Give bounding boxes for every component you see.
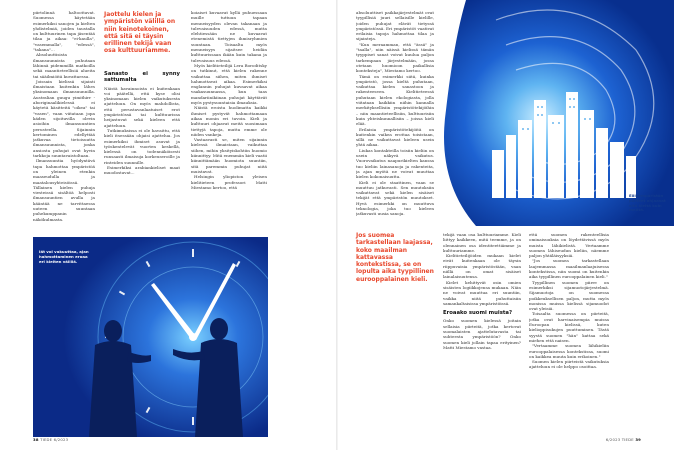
- paragraph: "Jos suomea tarkastellaan laajemmassa maailmanlaajuisessa kontekstissa, niin suomi on kuitenkin aika tyypillinen eurooppalainen kieli.": [529, 258, 609, 280]
- magazine-issue: 6/2023 TIEDE: [605, 437, 634, 442]
- page-gutter: [336, 0, 338, 450]
- paragraph: Suomen kielen piirteistä vaikutuksia ajatteluun ei ole helppo osoittaa.: [529, 359, 609, 370]
- text-column-3: [191, 10, 267, 223]
- page-number-right: [606, 437, 641, 442]
- paragraph: Ilmansuuntia hyödyntävä tapa hahmottaa ympäristöä on yleinen etenkin maaseudulla ja maatalousyhteisöissä. Tällainen kielen puhuja viesteissä sisältöä helposti ilmansuuntien avulla ja kääntää ne tarvittaessa uuteen suuntaan puhekumppanin näkökulmasta.: [33, 158, 95, 222]
- page-number-left: [33, 437, 68, 442]
- pull-quote: Jos suomea tarkastellaan laajassa, koko maailman kattavassa kontekstissa, se on lopulta aika tyypillinen eurooppalainen kieli.: [356, 232, 434, 283]
- paragraph: piirtolinnä haltoottavat. Suomessa käytetään esimerkiksi sanojen ja kielten yhdistelmiä, joiden taustalla on kulttuurinen tapa jäsentää tilaa ja aikaa: "ei-kaulla", "vasemmalla", "edessä", "takana"...: [33, 10, 95, 53]
- paragraph: Helsingin yliopiston yleisen kielitieteen professori Matti Miestamo kertoo, että: [191, 174, 267, 190]
- clock-silhouette-image: [33, 237, 268, 437]
- pull-quote: Jaottelu kielen ja ympäristön välillä on niin keinotekoinen, että sitä ei täysin erillinen tekijä vaan osa kulttuuriamme.: [104, 11, 176, 55]
- paragraph: Esimerkiksi arabiankieliset maat muodostavat...: [104, 165, 180, 176]
- paragraph: Liukas kontakteilla toisiin kieliin on usein näkyvä vaikutus. Vuorovaikutus naapurikielten kanssa tuo kieliin lainasanoja ja rakenteita, ja ajan myötä ne voivat muuttaa kielen kokonaisuutta.: [356, 147, 434, 180]
- paragraph: Näistä eroista huolimatta kaikki ihmiset pystyvät hahmottamaan aikaa monin eri tavoin. Kieli ja kulttuuri ohjaavat meitä suosimaan tiettyjä tapoja, mutta emme ole niiden vankeja.: [191, 105, 267, 137]
- paragraph: Tyypillinen suomen piirre on esimerkiksi sijamuotojärjestelmä. Sijamuotoja on suomessa poikkeuksellisen paljon, mutta myös monissa muissa kielissä sijamuodot ovat yleisiä.: [529, 279, 609, 312]
- paragraph: Kielet kehittyvät osin omien sisäisten logiikkojensa mukaan. Näin ne voivat muuttua eri suuntiin, vaikka niitä puhuttaisiin samankaltaisissa ympäristöissä.: [443, 279, 521, 306]
- paragraph: Erilaisia ympäristötekijöitä on kuitenkin vaikea erottaa toisistaan, sillä ne vaikuttavat kieleen usein yhtä aikaa.: [356, 126, 434, 148]
- page-number: 38: [33, 437, 39, 442]
- image-caption: Iät voi vakuuttaa, ajan hahmottaminen eroaa eri kielten välillä.: [39, 249, 89, 264]
- paragraph: Onko suomen kielessä joitain sellaisia piirteitä, jotka kertovat suomalaisten ajattelutavasta tai suhteesta ympäristöön? Onko suomen kieli jollain tapaa erityinen? Matti Miestamo vastaa.: [443, 318, 521, 350]
- text-column-6: [529, 232, 609, 438]
- city-illustration: [436, 0, 674, 226]
- paragraph: tekijä vaan osa kulttuuriamme. Kieli liittyy kaikkeen, mitä teemme, ja on olennainen osa identiteettiämme ja kulttuuriamme.: [443, 232, 521, 253]
- paragraph: Kielitieteilijöiden mukaan kielet eivät kuitenkaan ole täysin riippuvaisia ympäristöstään, vaan niillä on omat sisäiset lainalaisuutensa.: [443, 253, 521, 280]
- paragraph: Toisaalta suomessa on piirteitä, jotka ovat harvinaisempia muissa Euroopan kielissä, kuten kielioppisukujen puuttuminen. Tästä syystä suomen "hän" kattaa sekä miehen että naisen.: [529, 311, 609, 343]
- page-number: 39: [635, 437, 641, 442]
- paragraph: Myös kielitieteilijä Lera Boroditsky on tutkinut, että kielen rakenne vaikuttaa siihen, miten ihmiset hahmottavat aikaa. Esimerkiksi englannin puhujat kuvaavat aikaa vaakasuunnassa, kun taas mandariinikiinan puhujat käyttävät myös pystysuuntaisia ilmauksia.: [191, 62, 267, 106]
- paragraph: Joissain kielissä sijainti ilmaistaan kuitenkin lähes yksinomaan ilmansuunnilla. Australian guugu yimithirr -aboriginaalikielessä ei käytetä käsitteitä "oikea" tai "vasen", vaan viitataan jopa käden sijoituvilla olevin asioihin ilmansuuntien perusteella. Sijainnin kertominen edellyttää jatkuvaa tietoisuutta ilmansuunnista, jonka ansiosta puhujat ovat hyvin tarkkoja suuntavaistoltaan.: [33, 78, 95, 159]
- paragraph: Kieli ei ole staattinen, vaan se muuttuu jatkuvasti. Sen muutoksiin vaikuttavat sekä kielen sisäiset tekijät että ympäristön muutokset. Hyvä esimerkki on muuttuva teknologia, joka tuo kieleen jatkuvasti uusia sanoja.: [356, 179, 434, 217]
- section-heading: Sanasto ei synny sattumalta: [104, 71, 180, 84]
- text-column-4: [356, 10, 434, 225]
- paragraph: Näistä havainnoista ei kuitenkaan voi päätellä, että kyse olisi yksinomaan kielen vaikutuksesta ajatteluun. On myös mahdollista, että perustavanlaatuiset erot ympäristössä tai kulttuurissa heijastuvat sekä kieleen että ajatteluun.: [104, 85, 180, 128]
- paragraph: Absoluuttisista ilmansuunnista puhutaan lähinnä pidemmillä matkoilla sekä maantieteellisiä alueita tai sääilmiöitä kuvattaessa.: [33, 52, 95, 79]
- paragraph: "Vertaamme suomea lähikieliin eurooppalaisessa kontekstissa, suomi on kaikkea muuta kuin erikoinen.": [529, 343, 609, 359]
- paragraph: Tämä on esimerkki siitä, kuinka ympäristö, jossa kieltä puhutaan, vaikuttaa kielen sanastoon ja rakenteeseen. Kielitieteessä puhutaan kielen ekologiasta, jolla viitataan kaikkiin niihin kannalla merkityksellisiin ympäristötekijöihin – niin maantieteellisiin, kulttuurisiin kuin yhteiskunnallisiin – joissa kieli elää.: [356, 73, 434, 127]
- section-heading: Eroaako suomi muista?: [443, 310, 513, 317]
- magazine-issue: TIEDE 6/2023: [40, 437, 69, 442]
- paragraph: koiaiset kuvaavat kyllä puhuessaan muille tuttuun tapaan menneisyyden olevan takanaan ja tulevaisuuden edessä, mutta elehtiessään ne kuvaavat etenemistä tiettyjen ihmisryhmien suuntaan. Toisaalta myös menneisyys sijaitsee heidän kulttuurissaan ikään kuin takana ja tulevaisuus edessä.: [191, 10, 267, 63]
- text-column-5: [443, 232, 521, 438]
- paragraph: "Kun meraamman, että "ässä" ja "taalla", niin näissä kielissä tämän tyyppiset sanat voivat kuulua paljon tarkempaan järjestelmään, jossa otetaan huomioon paikallisia konteksteja", Miestamo kertoo.: [356, 41, 434, 74]
- paragraph: absoluuttiset paikkajärjestelmät ovat tyypillisiä juuri sellaisille kielille, joiden puhujat elävät tietyssä ympäristössä. Eri ympäristöt vaativat erilaisia tapoja hahmottaa tilaa ja sijainteja.: [356, 10, 434, 42]
- text-column-2: [104, 67, 180, 237]
- text-column-1: [33, 10, 95, 237]
- silhouette-illustration: [33, 237, 268, 437]
- image-caption: Ellinympäristön piirteet ohjaavat sitä kieltä kuin meiltä.: [629, 193, 666, 213]
- paragraph: että suomen rakenteellisia ominaisuuksia on löydettävissä myös muista lähikielistä. Vertaamme suomea lähiseudun kieliin, näemme paljon yhtäläisyyksiä.: [529, 232, 609, 259]
- paragraph: Vastaavasti se, miten sijainnin kielessä ilmaistaan, vaikuttaa siihen, mihin yksityiskohtiin huomio kiinnittyy. Mitä enemmän kieli vaatii kiinnittämään huomiota suuntiin, sitä paremmin puhujat niitä muistavat.: [191, 137, 267, 174]
- paragraph: Tutkimuksissa ei ole havaittu, että kieli itsessään ohjaisi ajattelua. Jos esimerkiksi ihmiset asuvat ja työskentelevät vuorten keskellä, kielessä on todennäköisesti runsaasti ilmaisuja korkeuseroille ja rinteiden suunnille.: [104, 127, 180, 165]
